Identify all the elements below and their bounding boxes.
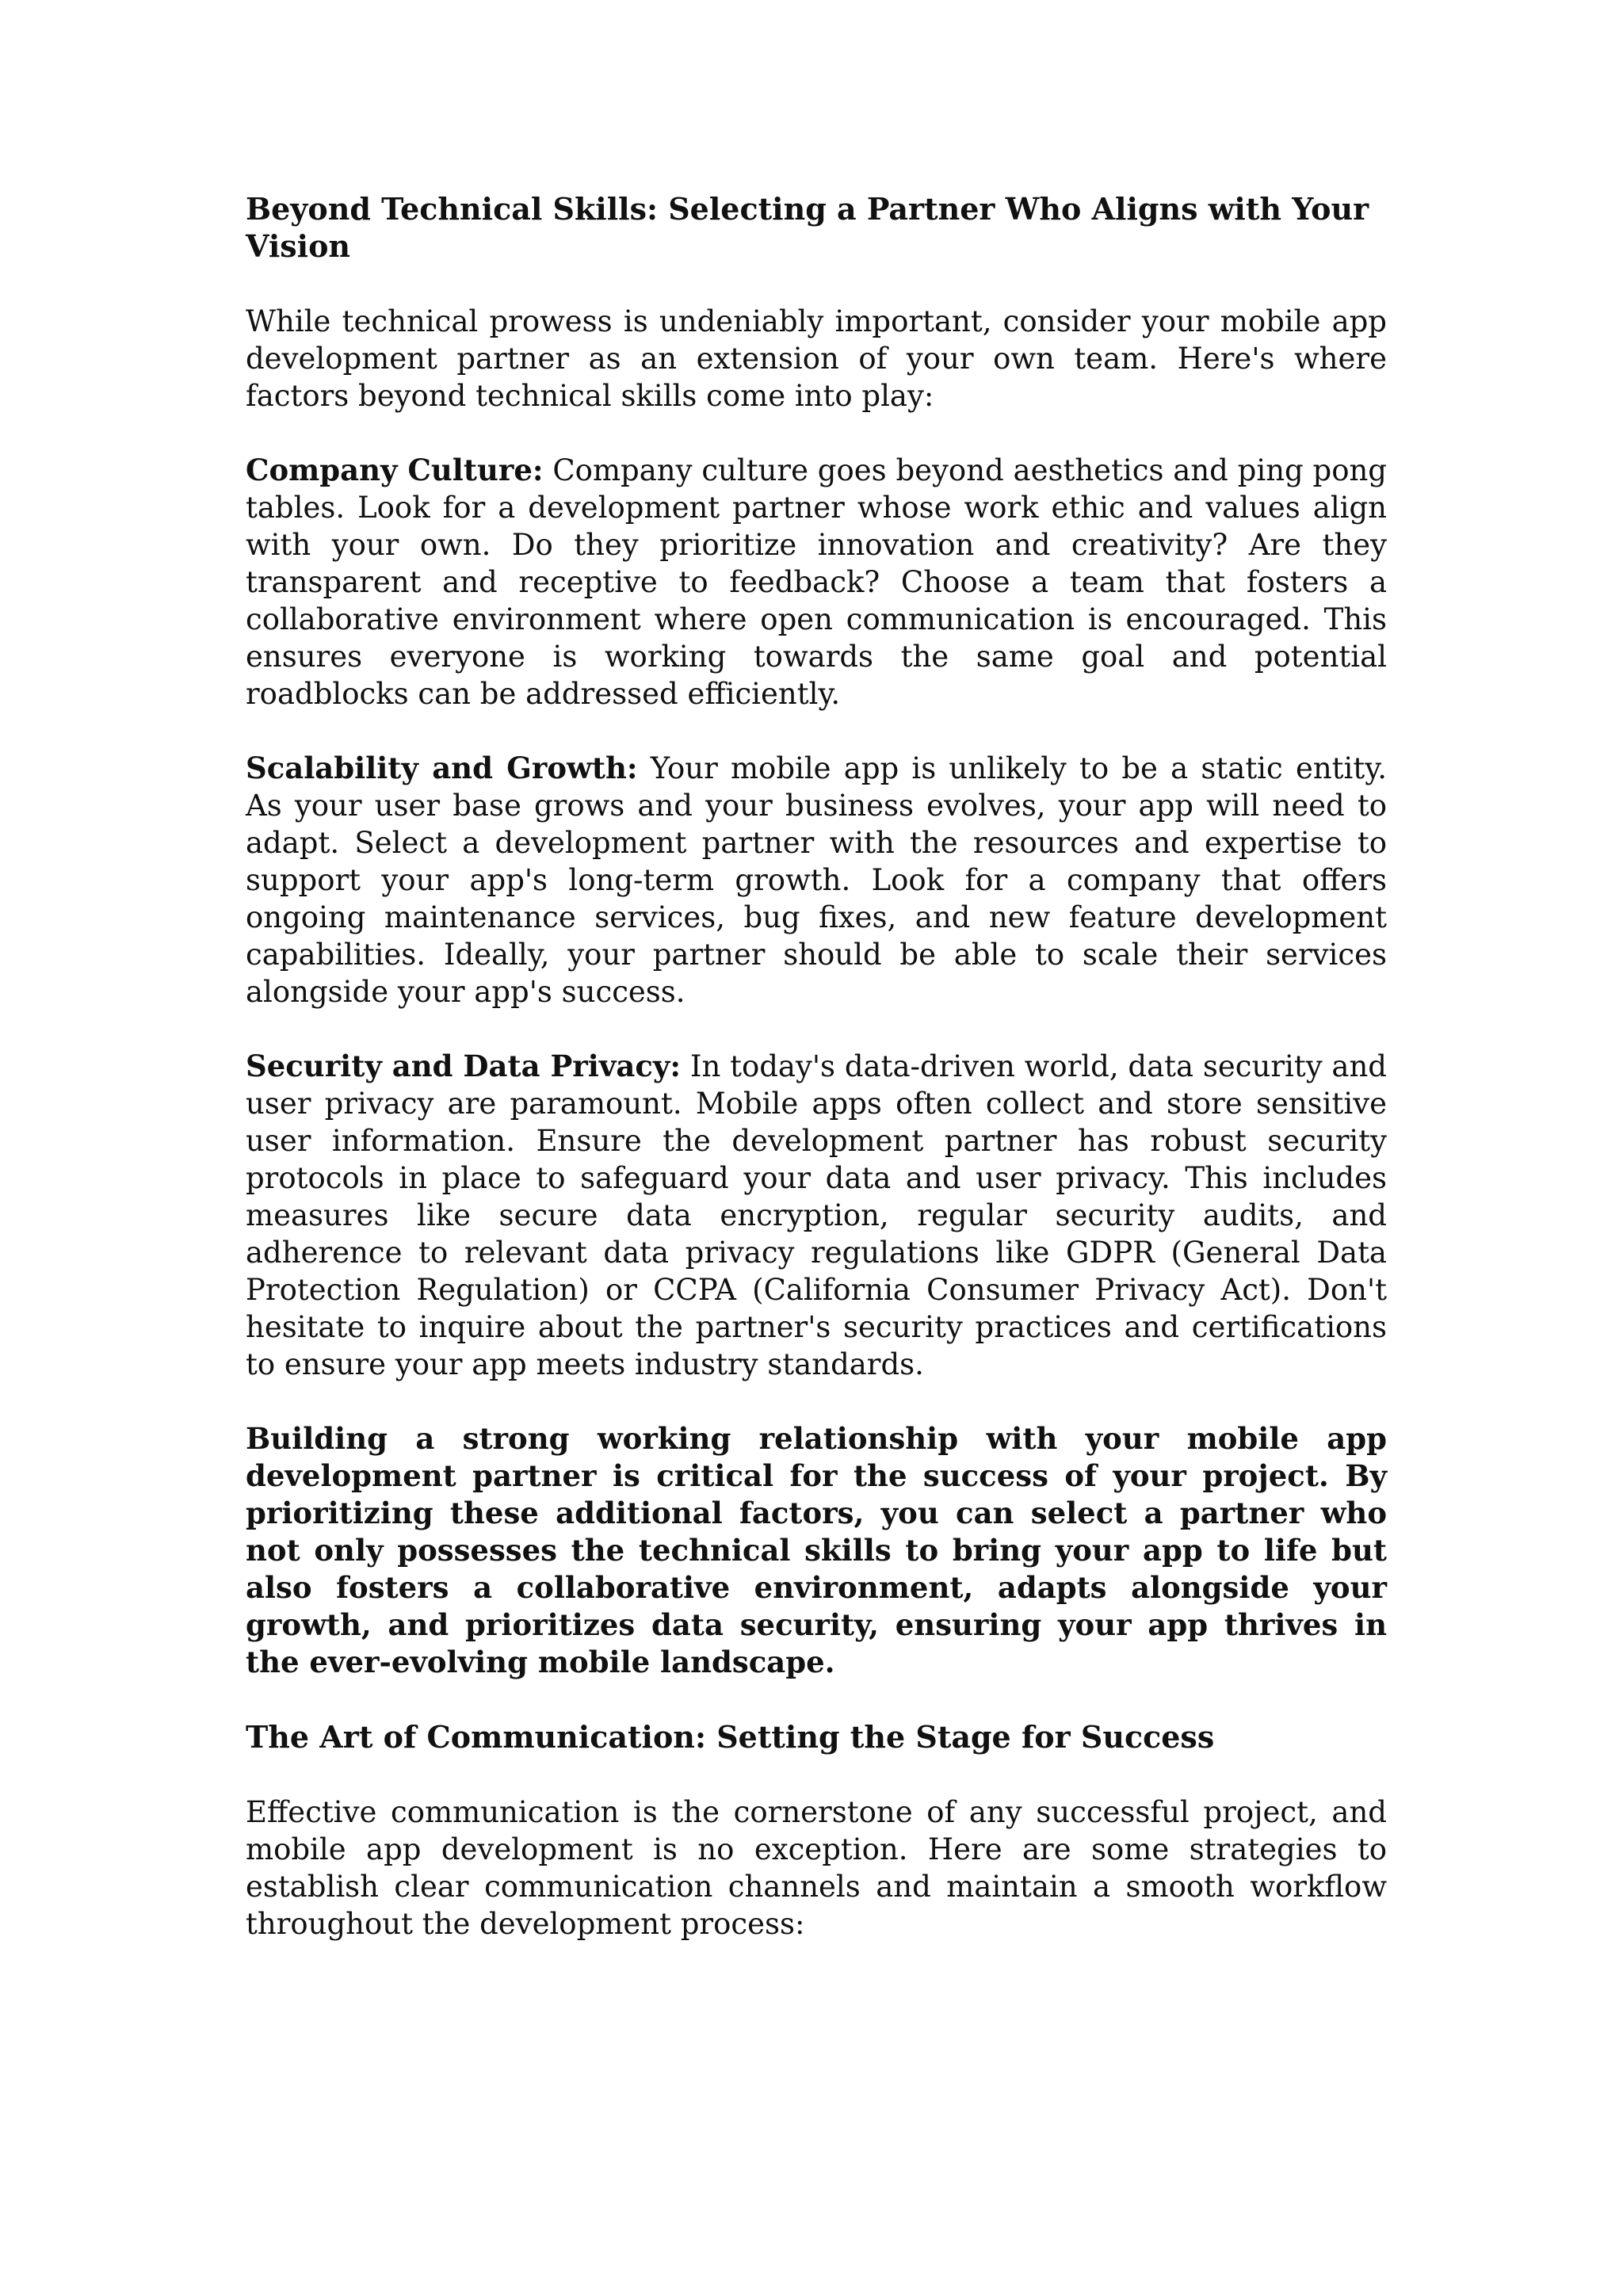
document-page <box>246 190 1387 1943</box>
company-culture-text: Company culture goes beyond aesthetics and ping pong tables. Look for a development partner whose work ethic and values align with your own. Do they prioritize innovation and creativity? Are they transparent and receptive to feedback? Choose a team that fosters a collaborative environment where open communication is encouraged. This ensures everyone is working towards the same goal and potential roadblocks can be addressed efficiently. <box>246 453 1387 711</box>
security-paragraph <box>246 1048 1387 1383</box>
security-title: Security and Data Privacy: <box>246 1049 682 1083</box>
company-culture-title: Company Culture: <box>246 453 544 487</box>
communication-paragraph: Effective communication is the cornerstone of any successful project, and mobile app development is no exception. Here are some strategies to establish clear communication channels and maintain a smooth workflow throughout the development process: <box>246 1795 1387 1941</box>
security-text: In today's data-driven world, data security and user privacy are paramount. Mobile apps often collect and store sensitive user information. Ensure the development partner has robust security protocols in place to safeguard your data and user privacy. This includes measures like secure data encryption, regular security audits, and adherence to relevant data privacy regulations like GDPR (General Data Protection Regulation) or CCPA (California Consumer Privacy Act). Don't hesitate to inquire about the partner's security practices and certifications to ensure your app meets industry standards. <box>246 1049 1387 1381</box>
conclusion-paragraph: Building a strong working relationship with your mobile app development partner is critical for the success of your project. By prioritizing these additional factors, you can select a partner who not only possesses the technical skills to bring your app to life but also fosters a collaborative environment, adapts alongside your growth, and prioritizes data security, ensuring your app thrives in the ever-evolving mobile landscape. <box>246 1421 1387 1679</box>
intro-paragraph: While technical prowess is undeniably important, consider your mobile app development partner as an extension of your own team. Here's where factors beyond technical skills come into play: <box>246 304 1387 413</box>
scalability-paragraph <box>246 750 1387 1010</box>
scalability-title: Scalability and Growth: <box>246 751 638 785</box>
section-heading-partner-vision: Beyond Technical Skills: Selecting a Partner Who Aligns with Your Vision <box>246 191 1369 264</box>
section-heading-communication: The Art of Communication: Setting the Stage for Success <box>246 1719 1215 1755</box>
company-culture-paragraph <box>246 452 1387 712</box>
scalability-text: Your mobile app is unlikely to be a static entity. As your user base grows and your business evolves, your app will need to adapt. Select a development partner with the resources and expertise to support your app's long-term growth. Look for a company that offers ongoing maintenance services, bug fixes, and new feature development capabilities. Ideally, your partner should be able to scale their services alongside your app's success. <box>246 751 1387 1009</box>
